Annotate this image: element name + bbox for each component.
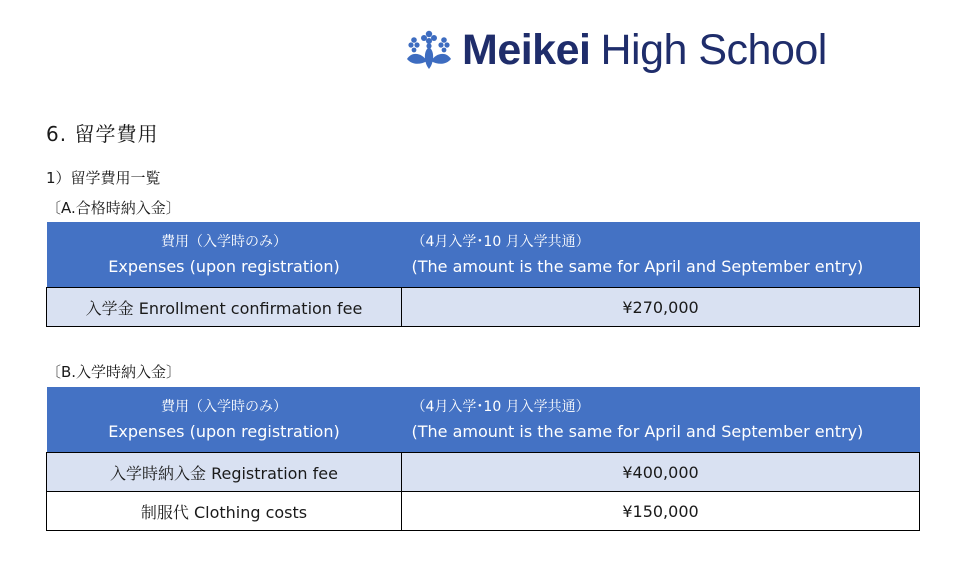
header-amount-en: (The amount is the same for April and September entry) [411,257,864,276]
table-row [47,288,920,327]
table-row [47,492,920,531]
table-row [47,453,920,492]
fee-item: 入学金 Enrollment confirmation fee [47,288,402,327]
subsection-title: 1）留学費用一覧 [46,169,161,187]
table-b-label: 〔B.入学時納入金〕 [46,363,182,381]
header-item-en: Expenses (upon registration) [108,257,340,276]
school-logo [404,20,827,80]
fee-table-b [46,387,920,531]
header-amount-cell [402,222,920,288]
table-header-row [47,387,920,453]
header-item-cell [47,222,402,288]
section-title: 6. 留学費用 [46,122,159,146]
fee-amount: ¥270,000 [402,288,920,327]
header-item-en: Expenses (upon registration) [108,422,340,441]
fee-table-a [46,222,920,327]
header-item-jp: 費用（入学時のみ） [161,399,287,415]
fee-item: 入学時納入金 Registration fee [47,453,402,492]
fee-amount: ¥400,000 [402,453,920,492]
school-name-bold: Meikei [462,26,591,74]
school-name [462,20,827,80]
paulownia-crest-icon [404,25,454,75]
fee-item: 制服代 Clothing costs [47,492,402,531]
header-item-jp: 費用（入学時のみ） [161,234,287,250]
table-a-label: 〔A.合格時納入金〕 [46,199,181,217]
header-amount-en: (The amount is the same for April and September entry) [411,422,864,441]
header-amount-jp: （4月入学･10 月入学共通） [411,234,590,250]
header-item-cell [47,387,402,453]
table-header-row [47,222,920,288]
fee-amount: ¥150,000 [402,492,920,531]
header-amount-jp: （4月入学･10 月入学共通） [411,399,590,415]
header-amount-cell [402,387,920,453]
school-name-light: High School [600,26,827,74]
